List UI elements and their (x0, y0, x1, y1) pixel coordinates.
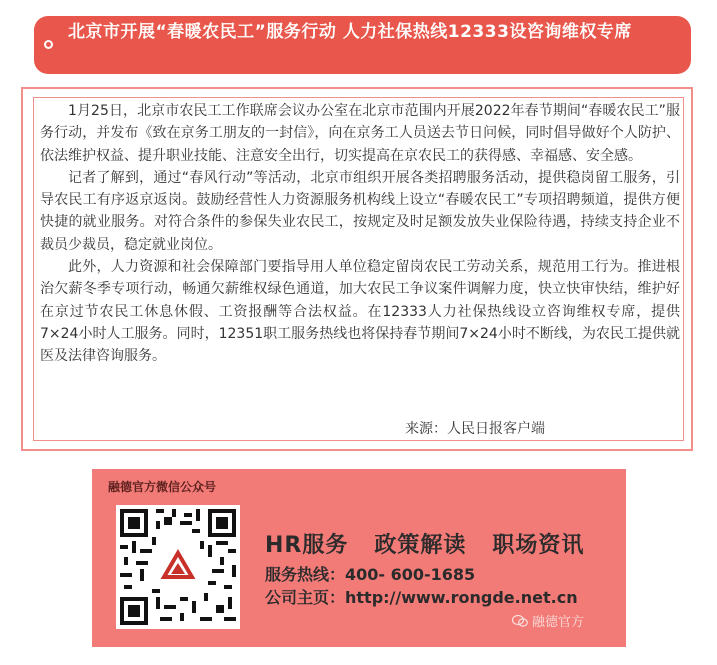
slogan-career: 职场资讯 (492, 533, 585, 558)
article-title: 北京市开展“春暖农民工”服务行动 人力社保热线12333设咨询维权专席 (68, 22, 632, 42)
company-homepage-link[interactable]: 公司主页：http://www.rongde.net.cn (265, 588, 578, 607)
company-logo-icon (156, 545, 200, 589)
wechat-icon (512, 615, 528, 627)
slogan-hr-service: HR服务 (265, 533, 349, 558)
article-paragraph: 记者了解到，通过“春风行动”等活动，北京市组织开展各类招聘服务活动，提供稳岗留工服务，引导农民工有序返京返岗。鼓励经营性人力资源服务机构线上设立“春暖农民工”专项招聘频道，提供方便快捷的就业服务。对符合条件的参保失业农民工，按规定及时足额发放失业保险待遇，持续支持企业不裁员少裁员，稳定就业岗位。 (40, 169, 680, 253)
service-slogans (265, 532, 615, 560)
bullet-dot-icon (44, 40, 53, 49)
article-paragraph: 此外，人力资源和社会保障部门要指导用人单位稳定留岗农民工劳动关系，规范用工行为。推进根治欠薪冬季专项行动，畅通欠薪维权绿色通道，加大农民工争议案件调解力度，快立快审快结，维护好在京过节农民工休息休假、工资报酬等合法权益。在12333人力社保热线设立咨询维权专席，提供7×24小时人工服务。同时，12351职工服务热线也将保持春节期间7×24小时不断线，为农民工提供就医及法律咨询服务。 (40, 259, 680, 365)
wechat-watermark (512, 614, 584, 632)
article-source: 来源：人民日报客户端 (405, 421, 545, 437)
service-hotline[interactable]: 服务热线：400- 600-1685 (265, 565, 476, 584)
article-paragraph: 1月25日，北京市农民工工作联席会议办公室在北京市范围内开展2022年春节期间“春暖农民工”服务行动，并发布《致在京务工朋友的一封信》，向在京务工人员送去节日问候，同时倡导做好个人防护、依法维护权益、提升职业技能、注意安全出行，切实提高在京农民工的获得感、幸福感、安全感。 (40, 103, 680, 164)
watermark-text: 融德官方 (532, 615, 585, 630)
slogan-policy: 政策解读 (374, 533, 467, 558)
wechat-account-label: 融德官方微信公众号 (108, 480, 217, 494)
title-banner (34, 16, 691, 74)
article-body (40, 100, 680, 368)
